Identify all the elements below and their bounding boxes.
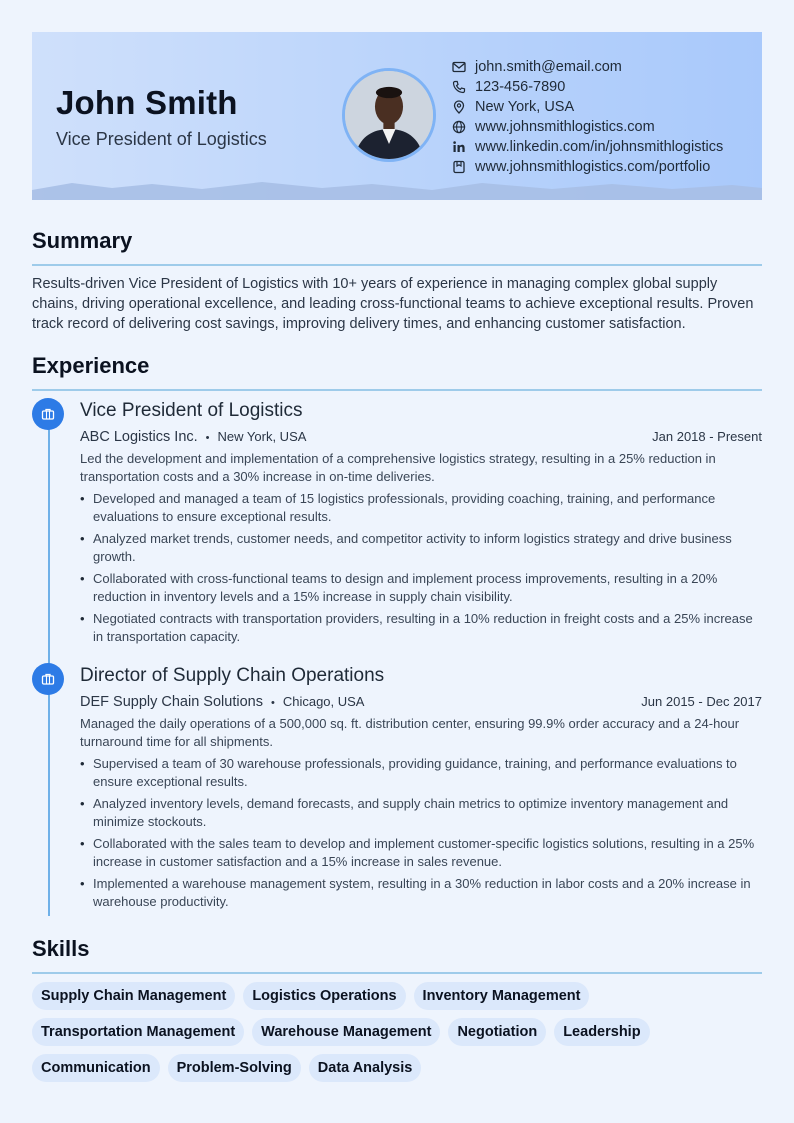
contact-list bbox=[452, 57, 723, 177]
header-banner bbox=[32, 32, 762, 200]
summary-divider bbox=[32, 264, 762, 266]
job-bullet: • Analyzed market trends, customer needs, and competitor activity to inform logistics strategy and drive business growth. bbox=[80, 530, 762, 566]
contact-website[interactable] bbox=[452, 117, 723, 137]
globe-icon bbox=[452, 120, 466, 134]
contact-phone-text: 123-456-7890 bbox=[475, 79, 566, 95]
profile-portrait bbox=[345, 71, 433, 159]
bullet-separator: • bbox=[205, 432, 210, 444]
skill-chip: Inventory Management bbox=[414, 982, 590, 1010]
job-dates: Jun 2015 - Dec 2017 bbox=[641, 694, 762, 709]
job-bullet: • Analyzed inventory levels, demand forecasts, and supply chain metrics to optimize inventory management and minimize stockouts. bbox=[80, 795, 762, 831]
profile-photo bbox=[342, 68, 436, 162]
skills-heading: Skills bbox=[32, 936, 90, 961]
job-bullet: • Negotiated contracts with transportation providers, resulting in a 10% reduction in freight costs and a 25% increase in transportation capacity. bbox=[80, 610, 762, 646]
job-company: ABC Logistics Inc. bbox=[80, 429, 198, 445]
contact-email[interactable] bbox=[452, 57, 723, 77]
skill-chip: Communication bbox=[32, 1054, 160, 1082]
bullet-separator: • bbox=[270, 697, 275, 709]
job-bullet: • Collaborated with cross-functional teams to design and implement process improvements, resulting in a 20% reduction in inventory levels and a 15% increase in supply chain visibility. bbox=[80, 570, 762, 606]
job-title: Director of Supply Chain Operations bbox=[80, 665, 385, 686]
experience-divider bbox=[32, 389, 762, 391]
skills-list bbox=[32, 982, 762, 1082]
portfolio-icon bbox=[452, 160, 466, 174]
job-meta bbox=[80, 428, 762, 446]
skill-chip: Logistics Operations bbox=[243, 982, 405, 1010]
job-title: Vice President of Logistics bbox=[80, 400, 303, 421]
contact-location-text: New York, USA bbox=[475, 99, 575, 115]
job-bullet: • Collaborated with the sales team to develop and implement customer-specific logistics solutions, resulting in a 25% increase in customer satisfaction and a 15% increase in sales revenue. bbox=[80, 835, 762, 871]
contact-email-text: john.smith@email.com bbox=[475, 59, 622, 75]
summary-text: Results-driven Vice President of Logistics with 10+ years of experience in managing complex global supply chains, driving operational excellence, and leading cross-functional teams to achieve exceptional results. Proven track record of delivering cost savings, improving delivery times, and enhancing customer satisfaction. bbox=[32, 276, 754, 332]
skill-chip: Leadership bbox=[554, 1018, 649, 1046]
linkedin-icon bbox=[452, 140, 466, 154]
skill-chip: Problem-Solving bbox=[168, 1054, 301, 1082]
job-company: DEF Supply Chain Solutions bbox=[80, 694, 263, 710]
briefcase-icon bbox=[32, 398, 64, 430]
skills-section-header bbox=[32, 936, 762, 974]
contact-portfolio-text: www.johnsmithlogistics.com/portfolio bbox=[475, 159, 711, 175]
contact-portfolio[interactable] bbox=[452, 157, 723, 177]
skill-chip: Transportation Management bbox=[32, 1018, 244, 1046]
location-pin-icon bbox=[452, 100, 466, 114]
mountain-decoration bbox=[32, 180, 762, 200]
contact-location bbox=[452, 97, 723, 117]
candidate-name: John Smith bbox=[56, 84, 238, 121]
experience-section-header bbox=[32, 353, 762, 391]
skills-divider bbox=[32, 972, 762, 974]
briefcase-icon bbox=[32, 663, 64, 695]
job-description: Managed the daily operations of a 500,000 sq. ft. distribution center, ensuring 99.9% order accuracy and a 24-hour turnaround time for all shipments. bbox=[80, 716, 740, 749]
job-bullet: • Developed and managed a team of 15 logistics professionals, providing coaching, training, and performance evaluations to ensure exceptional results. bbox=[80, 490, 762, 526]
skill-chip: Negotiation bbox=[448, 1018, 546, 1046]
skill-chip: Data Analysis bbox=[309, 1054, 422, 1082]
contact-website-text: www.johnsmithlogistics.com bbox=[475, 119, 655, 135]
job-location: New York, USA bbox=[217, 429, 307, 444]
job-bullets bbox=[80, 490, 762, 650]
job-meta bbox=[80, 693, 762, 711]
candidate-role: Vice President of Logistics bbox=[56, 129, 267, 149]
skill-chip: Supply Chain Management bbox=[32, 982, 235, 1010]
job-bullets bbox=[80, 755, 762, 915]
experience-heading: Experience bbox=[32, 353, 150, 378]
job-bullet: • Supervised a team of 30 warehouse professionals, providing guidance, training, and performance evaluations to ensure exceptional results. bbox=[80, 755, 762, 791]
email-icon bbox=[452, 60, 466, 74]
job-dates: Jan 2018 - Present bbox=[652, 429, 762, 444]
job-bullet: • Implemented a warehouse management system, resulting in a 30% reduction in labor costs and a 20% increase in warehouse productivity. bbox=[80, 875, 762, 911]
job-description: Led the development and implementation of a comprehensive logistics strategy, resulting in a 25% reduction in transportation costs and a 30% increase in on-time deliveries. bbox=[80, 451, 716, 484]
resume-page bbox=[32, 32, 762, 1076]
summary-heading: Summary bbox=[32, 228, 133, 253]
phone-icon bbox=[452, 80, 466, 94]
contact-linkedin-text: www.linkedin.com/in/johnsmithlogistics bbox=[475, 139, 724, 155]
contact-linkedin[interactable] bbox=[452, 137, 723, 157]
job-location: Chicago, USA bbox=[282, 694, 365, 709]
summary-section-header bbox=[32, 228, 762, 266]
contact-phone[interactable] bbox=[452, 77, 723, 97]
skill-chip: Warehouse Management bbox=[252, 1018, 440, 1046]
